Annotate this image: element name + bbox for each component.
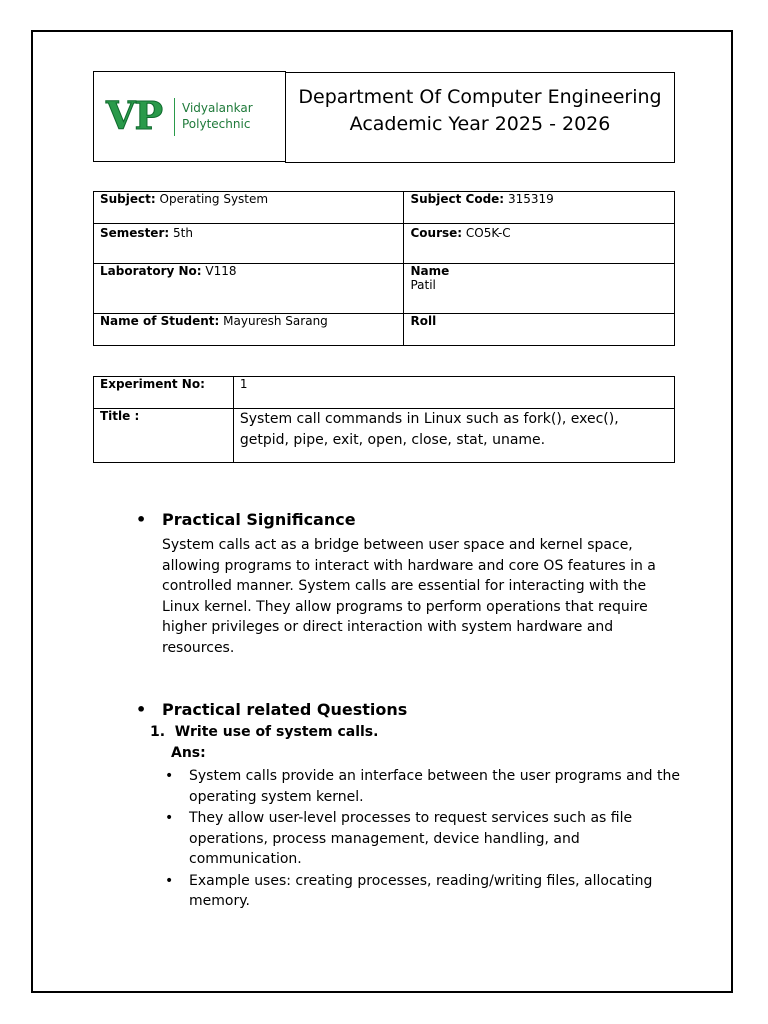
bullet-icon: • — [165, 768, 174, 784]
logo-line-1: Vidyalankar — [182, 101, 253, 115]
lab-cell: Laboratory No: V118 — [94, 264, 404, 314]
academic-year: Academic Year 2025 - 2026 — [349, 113, 611, 135]
logo-line-2: Polytechnic — [182, 117, 251, 131]
answer-list — [165, 766, 685, 913]
student-cell: Name of Student: Mayuresh Sarang — [94, 314, 404, 346]
name-value: Patil — [410, 278, 436, 292]
vp-logo-mark: VP — [106, 93, 163, 138]
list-item: • System calls provide an interface between the user programs and the operating system kernel. — [165, 766, 685, 807]
semester-cell: Semester: 5th — [94, 224, 404, 264]
roll-label: Roll — [410, 314, 437, 328]
experiment-title: System call commands in Linux such as fork(), exec(), getpid, pipe, exit, open, close, stat, uname. — [233, 409, 674, 463]
questions-heading: • Practical related Questions — [136, 700, 408, 719]
logo-text — [182, 100, 253, 132]
subject-code-cell: Subject Code: 315319 — [404, 192, 675, 224]
bullet-icon: • — [165, 810, 174, 826]
institute-logo — [93, 71, 286, 162]
subject-cell: Subject: Operating System — [94, 192, 404, 224]
name-label: Name — [410, 264, 450, 278]
department-header — [285, 72, 675, 163]
significance-heading: • Practical Significance — [136, 510, 356, 529]
question-1: 1. Write use of system calls. — [150, 724, 379, 740]
info-table — [93, 191, 675, 346]
logo-divider — [174, 98, 175, 136]
name-cell — [404, 264, 675, 314]
experiment-no-value: 1 — [233, 377, 674, 409]
student-value: Mayuresh Sarang — [223, 314, 328, 328]
semester-value: 5th — [173, 226, 193, 240]
subject-value: Operating System — [159, 192, 269, 206]
roll-cell — [404, 314, 675, 346]
bullet-icon: • — [136, 700, 147, 719]
answer-label: Ans: — [171, 745, 206, 761]
title-label: Title : — [94, 409, 234, 463]
course-cell: Course: CO5K-C — [404, 224, 675, 264]
significance-text: System calls act as a bridge between user space and kernel space, allowing programs to interact with hardware and core OS features in a controlled manner. System calls are essential for interacting with the Linux kernel. They allow programs to perform operations that require higher privileges or direct interaction with system hardware and resources. — [162, 537, 656, 656]
list-item: • They allow user-level processes to request services such as file operations, process management, device handling, and communication. — [165, 808, 685, 870]
experiment-table — [93, 376, 675, 463]
list-item: • Example uses: creating processes, reading/writing files, allocating memory. — [165, 871, 685, 912]
bullet-icon: • — [165, 872, 174, 889]
department-name: Department Of Computer Engineering — [298, 86, 662, 108]
experiment-no-label: Experiment No: — [94, 377, 234, 409]
lab-value: V118 — [205, 264, 237, 278]
course-value: CO5K-C — [465, 226, 511, 240]
bullet-icon: • — [136, 510, 147, 529]
subject-code-value: 315319 — [507, 192, 554, 206]
